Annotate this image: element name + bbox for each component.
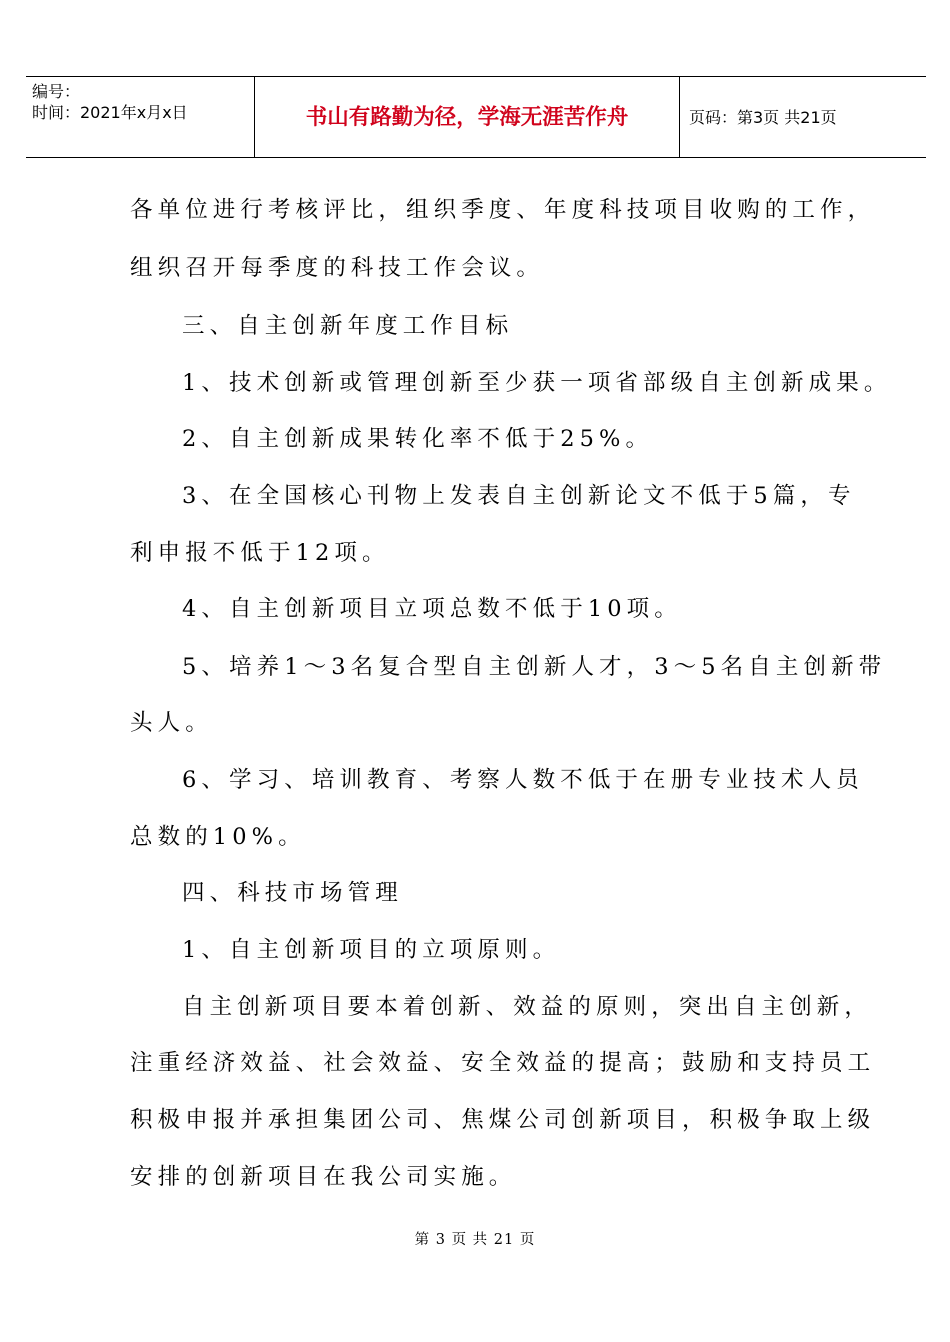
body-line: 组织召开每季度的科技工作会议。 <box>130 255 545 281</box>
body-line: 1、自主创新项目的立项原则。 <box>182 937 561 963</box>
body-line: 3、在全国核心刊物上发表自主创新论文不低于5篇，专 <box>182 483 856 509</box>
page-footer: 第 3 页 共 21 页 <box>414 1232 536 1248</box>
body-line: 积极申报并承担集团公司、焦煤公司创新项目，积极争取上级 <box>130 1107 876 1133</box>
header-page-cell <box>679 77 926 157</box>
body-line: 各单位进行考核评比，组织季度、年度科技项目收购的工作， <box>130 197 876 223</box>
section-heading: 四、科技市场管理 <box>182 880 403 906</box>
body-line: 利申报不低于12项。 <box>130 540 390 566</box>
page-header <box>26 76 926 158</box>
body-line: 头人。 <box>130 710 213 736</box>
body-line: 6、学习、培训教育、考察人数不低于在册专业技术人员 <box>182 767 864 793</box>
body-line: 5、培养1～3名复合型自主创新人才，3～5名自主创新带 <box>182 654 887 680</box>
body-line: 总数的10%。 <box>130 824 306 850</box>
body-line: 4、自主创新项目立项总数不低于10项。 <box>182 596 682 622</box>
body-line: 2、自主创新成果转化率不低于25%。 <box>182 426 654 452</box>
body-line: 1、技术创新或管理创新至少获一项省部级自主创新成果。 <box>182 370 892 396</box>
header-motto-cell <box>254 77 680 157</box>
body-line: 注重经济效益、社会效益、安全效益的提高；鼓励和支持员工 <box>130 1050 876 1076</box>
body-line: 安排的创新项目在我公司实施。 <box>130 1164 517 1190</box>
section-heading: 三、自主创新年度工作目标 <box>182 313 514 339</box>
page-number-info: 页码：第3页 共21页 <box>689 108 837 127</box>
serial-number-label: 编号： <box>32 82 81 101</box>
body-line: 自主创新项目要本着创新、效益的原则，突出自主创新， <box>182 994 873 1020</box>
motto-text: 书山有路勤为径，学海无涯苦作舟 <box>305 105 629 130</box>
time-label: 时间：2021年x月x日 <box>32 103 188 122</box>
header-info-cell <box>26 77 254 157</box>
